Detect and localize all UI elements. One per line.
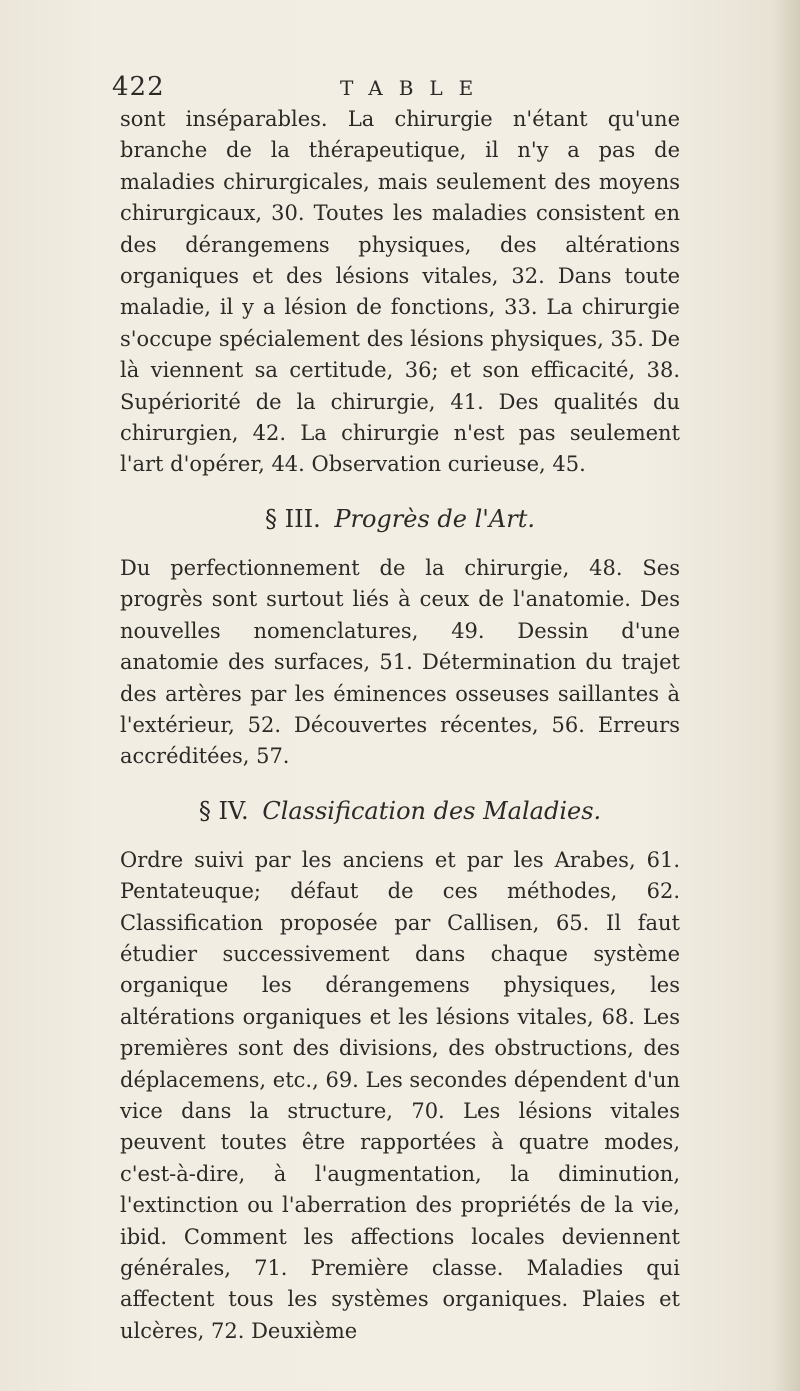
page-edge-shadow bbox=[772, 0, 800, 1391]
page-number: 422 bbox=[112, 72, 165, 102]
table-of-contents-text bbox=[120, 104, 680, 1347]
paragraph-continued: sont inséparables. La chirurgie n'étant qu'une branche de la thérapeutique, il n'y a pas de maladies chirurgicales, mais seulement des moyens chirurgicaux, 30. Toutes les maladies consistent en des dérangemens physiques, des altérations organiques et des lésions vitales, 32. Dans toute maladie, il y a lésion de fonctions, 33. La chirurgie s'occupe spécialement des lésions physiques, 35. De là viennent sa certitude, 36; et son efficacité, 38. Supériorité de la chirurgie, 41. Des qualités du chirurgien, 42. La chirurgie n'est pas seulement l'art d'opérer, 44. Observation curieuse, 45. bbox=[120, 107, 680, 477]
running-title: TABLE bbox=[340, 76, 490, 100]
section-heading-3 bbox=[120, 503, 680, 535]
section-number: § III. bbox=[265, 504, 321, 533]
section-3-body: Du perfectionnement de la chirurgie, 48. Ses progrès sont surtout liés à ceux de l'anatomie. Des nouvelles nomenclatures, 49. Dessin d'une anatomie des surfaces, 51. Détermination du trajet des artères par les éminences osseuses saillantes à l'extérieur, 52. Découvertes récentes, 56. Erreurs accréditées, 57. bbox=[120, 555, 680, 769]
section-heading-4 bbox=[120, 795, 680, 827]
section-number: § IV. bbox=[198, 796, 249, 825]
section-title: Classification des Maladies. bbox=[262, 796, 602, 825]
section-4-body: Ordre suivi par les anciens et par les Arabes, 61. Pentateuque; défaut de ces méthodes, 62. Classification proposée par Callisen, 65. Il faut étudier successivement dans chaque système organique les dérangemens physiques, les altérations organiques et les lésions vitales, 68. Les premières sont des divisions, des obstructions, des déplacemens, etc., 69. Les secondes dépendent d'un vice dans la structure, 70. Les lésions vitales peuvent toutes être rapportées à quatre modes, c'est-à-dire, à l'augmentation, la diminution, l'extinction ou l'aberration des propriétés de la vie, ibid. Comment les affections locales deviennent générales, 71. Première classe. Maladies qui affectent tous les systèmes organiques. Plaies et ulcères, 72. Deuxième bbox=[120, 847, 680, 1343]
section-title: Progrès de l'Art. bbox=[334, 504, 535, 533]
page-header bbox=[112, 72, 712, 106]
